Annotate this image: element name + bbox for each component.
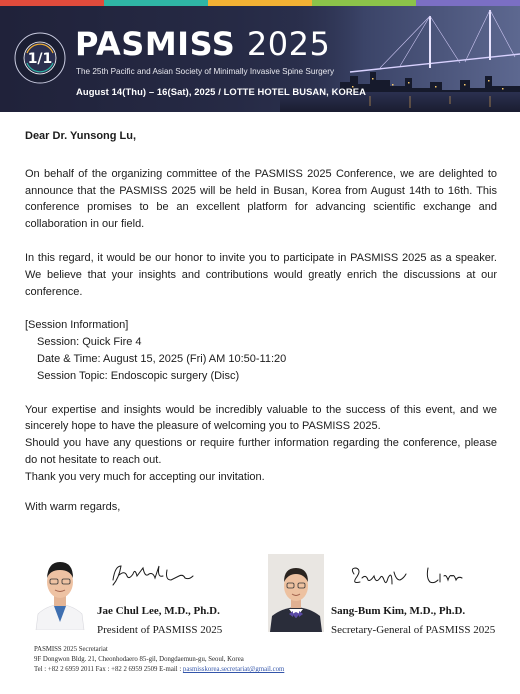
paragraph-questions: Should you have any questions or require further information regarding the conference, please do not hesitate to reach out. <box>25 437 497 466</box>
footer-contact-numbers: Tel : +82 2 6959 2011 Fax : +82 2 6959 2509 E-mail : <box>34 666 183 673</box>
secretariat-footer <box>34 645 284 675</box>
secretary-general-name: Sang-Bum Kim, M.D., Ph.D. <box>331 605 466 617</box>
paragraph-invitation: In this regard, it would be our honor to invite you to participate in PASMISS 2025 as a speaker. We believe that your insights and contributions would greatly enrich the discussions at our conference. <box>25 251 497 298</box>
president-name: Jae Chul Lee, M.D., Ph.D. <box>97 605 220 617</box>
conference-subtitle: The 25th Pacific and Asian Society of Minimally Invasive Spine Surgery <box>76 67 335 76</box>
greeting: Dear Dr. Yunsong Lu, <box>25 130 137 142</box>
secretary-general-signature-icon <box>348 564 466 590</box>
footer-address: 9F Dongwon Bldg. 21, Cheonhodaero 85-gil, Dongdaemun-gu, Seoul, Korea <box>34 656 244 663</box>
paragraph-expertise: Your expertise and insights would be incredibly valuable to the success of this event, and we sincerely hope to have the pleasure of welcoming you to PASMISS 2025. <box>25 403 497 433</box>
president-title: President of PASMISS 2025 <box>97 624 223 636</box>
title-main: PASMISS <box>75 25 236 63</box>
invitation-letter <box>25 128 497 515</box>
pasmiss-logo <box>14 32 66 84</box>
session-topic: Session Topic: Endoscopic surgery (Disc) <box>37 369 240 382</box>
secretary-general-photo <box>268 554 324 632</box>
header-banner <box>0 0 520 112</box>
paragraph-announcement: On behalf of the organizing committee of the PASMISS 2025 Conference, we are delighted to announce that the PASMISS 2025 will be held in Busan, Korea from August 14th to 16th. This conference promises to be an excellent platform for advancing scientific exchange and collaboration in our field. <box>25 167 497 231</box>
signature-area <box>0 548 520 648</box>
paragraph-thanks: Thank you very much for accepting our invitation. <box>25 470 265 483</box>
secretary-general-title: Secretary-General of PASMISS 2025 <box>331 624 496 636</box>
president-signature-icon <box>105 560 195 590</box>
session-heading: [Session Information] <box>25 319 129 332</box>
session-datetime: Date & Time: August 15, 2025 (Fri) AM 10:50-11:20 <box>37 352 287 365</box>
footer-org: PASMISS 2025 Secretariat <box>34 646 108 653</box>
session-name: Session: Quick Fire 4 <box>37 336 142 349</box>
president-photo <box>32 548 88 630</box>
conference-title <box>75 26 330 62</box>
logo-center-text: 1/1 <box>27 51 53 67</box>
footer-contact <box>34 665 284 675</box>
title-year: 2025 <box>246 25 331 63</box>
closing: With warm regards, <box>25 500 121 513</box>
conference-date-location: August 14(Thu) – 16(Sat), 2025 / LOTTE HOTEL BUSAN, KOREA <box>76 86 366 97</box>
session-information <box>25 317 497 384</box>
footer-email-link[interactable]: pasmisskorea.secretariat@gmail.com <box>182 666 285 673</box>
